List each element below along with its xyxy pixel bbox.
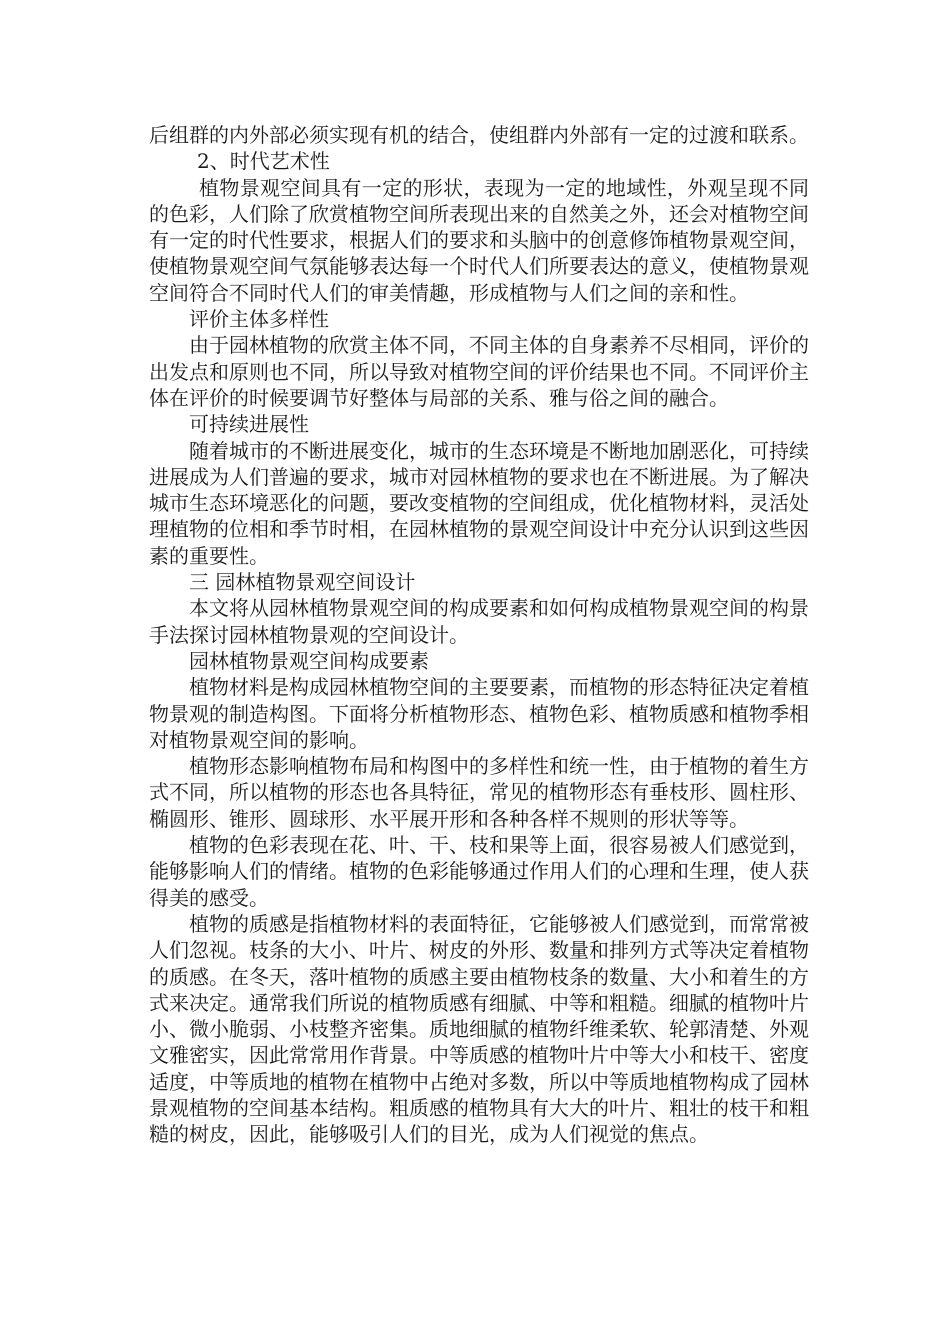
document-body [149,122,809,1148]
section-heading: 2、时代艺术性 [197,149,330,174]
paragraph: 植物的色彩表现在花、叶、干、枝和果等上面，很容易被人们感觉到，能够影响人们的情绪。植物的色彩能够通过作用人们的心理和生理，使人获得美的感受。 [149,833,809,910]
section-heading: 评价主体多样性 [189,307,329,332]
paragraph: 随着城市的不断进展变化，城市的生态环境是不断地加剧恶化，可持续进展成为人们普遍的要求，城市对园林植物的要求也在不断进展。为了解决城市生态环境恶化的问题，要改变植物的空间组成，优化植物材料，灵活处理植物的位相和季节时相，在园林植物的景观空间设计中充分认识到这些因素的重要性。 [149,438,809,568]
paragraph: 植物材料是构成园林植物空间的主要要素，而植物的形态特征决定着植物景观的制造构图。下面将分析植物形态、植物色彩、植物质感和植物季相对植物景观空间的影响。 [149,675,809,752]
paragraph: 由于园林植物的欣赏主体不同，不同主体的自身素养不尽相同，评价的出发点和原则也不同，所以导致对植物空间的评价结果也不同。不同评价主体在评价的时候要调节好整体与局部的关系、雅与俗之间的融合。 [149,333,809,410]
paragraph: 植物的质感是指植物材料的表面特征，它能够被人们感觉到，而常常被人们忽视。枝条的大小、叶片、树皮的外形、数量和排列方式等决定着植物的质感。在冬天，落叶植物的质感主要由植物枝条的数量、大小和着生的方式来决定。通常我们所说的植物质感有细腻、中等和粗糙。细腻的植物叶片小、微小脆弱、小枝整齐密集。质地细腻的植物纤维柔软、轮郭清楚、外观文雅密实，因此常常用作背景。中等质感的植物叶片中等大小和枝干、密度适度，中等质地的植物在植物中占绝对多数，所以中等质地植物构成了园林景观植物的空间基本结构。粗质感的植物具有大大的叶片、粗壮的枝干和粗糙的树皮，因此，能够吸引人们的目光，成为人们视觉的焦点。 [149,911,809,1147]
paragraph: 后组群的内外部必须实现有机的结合，使组群内外部有一定的过渡和联系。 [149,123,809,147]
section-heading: 可持续进展性 [189,412,309,437]
section-heading: 三 园林植物景观空间设计 [189,570,416,595]
paragraph: 植物景观空间具有一定的形状，表现为一定的地域性，外观呈现不同的色彩，人们除了欣赏植物空间所表现出来的自然美之外，还会对植物空间有一定的时代性要求，根据人们的要求和头脑中的创意修饰植物景观空间，使植物景观空间气氛能够表达每一个时代人们所要表达的意义，使植物景观空间符合不同时代人们的审美情趣，形成植物与人们之间的亲和性。 [149,175,809,305]
paragraph: 植物形态影响植物布局和构图中的多样性和统一性，由于植物的着生方式不同，所以植物的形态也各具特征，常见的植物形态有垂枝形、圆柱形、椭圆形、锥形、圆球形、水平展开形和各种各样不规则的形状等等。 [149,754,809,831]
paragraph: 本文将从园林植物景观空间的构成要素和如何构成植物景观空间的构景手法探讨园林植物景观的空间设计。 [149,596,809,647]
section-heading: 园林植物景观空间构成要素 [189,648,429,673]
